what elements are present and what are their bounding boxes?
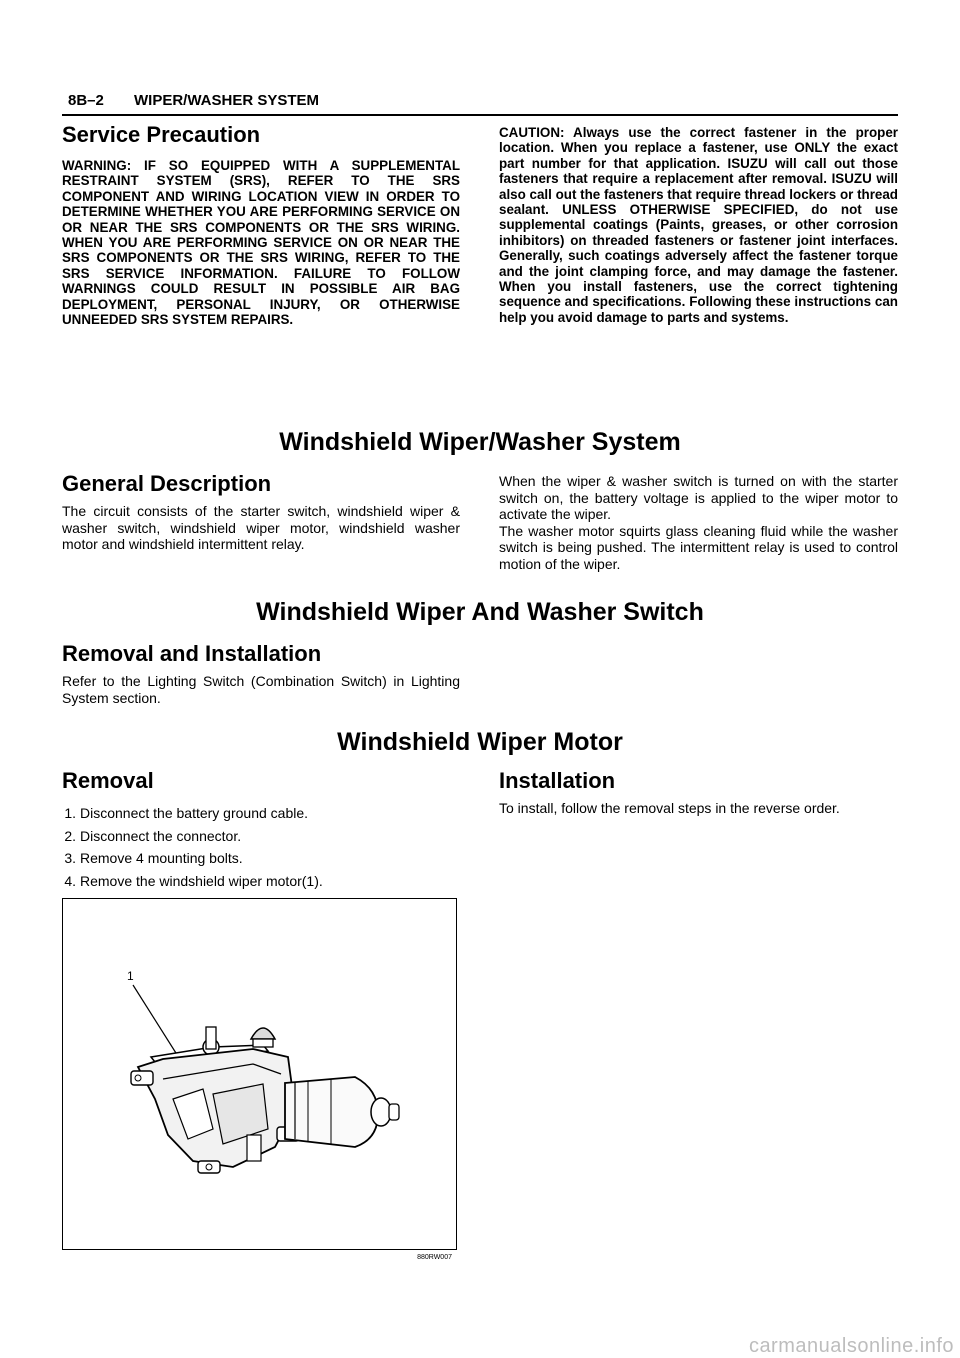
general-description-text: The circuit consists of the starter switch, windshield wiper & washer switch, windshield wiper motor, windshield washer motor and windshield intermittent relay. xyxy=(62,503,460,553)
motor-title-wrap xyxy=(62,728,898,757)
switch-removal-block xyxy=(62,641,460,706)
motor-removal-block xyxy=(62,768,460,892)
general-description-para-2: The washer motor squirts glass cleaning fluid while the washer switch is being pushed. The intermittent relay is used to control motion of the wiper. xyxy=(499,522,898,572)
wiper-motor-figure xyxy=(62,898,457,1261)
removal-step: 3. Remove 4 mounting bolts. xyxy=(64,850,243,866)
switch-section-title: Windshield Wiper And Washer Switch xyxy=(256,598,704,626)
switch-title-wrap xyxy=(62,598,898,627)
wiper-system-title: Windshield Wiper/Washer System xyxy=(279,428,681,456)
figure-code: 880RW007 xyxy=(417,1254,452,1261)
motor-install-block xyxy=(499,768,898,817)
wiper-motor-drawing xyxy=(63,899,456,1249)
motor-install-heading: Installation xyxy=(499,768,616,793)
removal-steps xyxy=(62,802,460,892)
watermark: carmanualsonline.info xyxy=(748,1335,954,1357)
removal-step: 2. Disconnect the connector. xyxy=(64,827,242,844)
switch-removal-heading: Removal and Installation xyxy=(62,641,322,666)
general-description-block xyxy=(62,471,460,553)
service-precaution-heading: Service Precaution xyxy=(62,122,261,147)
section-code: 8B–2 xyxy=(68,92,104,109)
section-title: WIPER/WASHER SYSTEM xyxy=(134,92,320,109)
srs-warning: WARNING: IF SO EQUIPPED WITH A SUPPLEMENTAL RESTRAINT SYSTEM (SRS), REFER TO THE SRS COMPONENT AND WIRING LOCATION VIEW IN ORDER TO DETERMINE WHETHER YOU ARE PERFORMING SERVICE ON OR NEAR THE SRS COMPONENTS OR THE SRS WIRING. WHEN YOU ARE PERFORMING SERVICE ON OR NEAR THE SRS COMPONENTS OR THE SRS WIRING, REFER TO THE SRS SERVICE INFORMATION. FAILURE TO FOLLOW WARNINGS COULD RESULT IN POSSIBLE AIR BAG DEPLOYMENT, PERSONAL INJURY, OR OTHERWISE UNNEEDED SRS SYSTEM REPAIRS. xyxy=(62,158,460,328)
removal-step: 4. Remove the windshield wiper motor(1). xyxy=(64,872,323,889)
general-description-para-1: When the wiper & washer switch is turned on with the starter switch on, the battery voltage is applied to the wiper motor to activate the wiper. xyxy=(499,473,898,523)
switch-removal-text: Refer to the Lighting Switch (Combination Switch) in Lighting System section. xyxy=(62,673,460,706)
motor-removal-heading: Removal xyxy=(62,768,154,793)
general-description-right xyxy=(499,473,898,573)
motor-install-text: To install, follow the removal steps in the reverse order. xyxy=(499,800,840,816)
motor-section-title: Windshield Wiper Motor xyxy=(337,728,623,756)
caution-block xyxy=(499,125,898,325)
page-header xyxy=(62,92,898,116)
wiper-system-title-wrap xyxy=(62,428,898,457)
removal-step: 1. Disconnect the battery ground cable. xyxy=(64,805,309,821)
fastener-caution: CAUTION: Always use the correct fastener in the proper location. When you replace a fastener, use ONLY the exact part number for that application. ISUZU will call out those fasteners that require a replacement after removal. ISUZU will also call out the fasteners that require thread lockers or thread sealant. UNLESS OTHERWISE SPECIFIED, do not use supplemental coatings (Paints, greases, or other corrosion inhibitors) on threaded fasteners or fastener joint interfaces. Generally, such coatings adversely affect the fastener torque and the joint clamping force, and may damage the fastener. When you install fasteners, use the correct tightening sequence and specifications. Following these instructions can help you avoid damage to parts and systems. xyxy=(499,125,898,325)
figure-callout-1: 1 xyxy=(127,969,134,983)
service-precaution-block xyxy=(62,122,460,327)
general-description-heading: General Description xyxy=(62,471,272,496)
